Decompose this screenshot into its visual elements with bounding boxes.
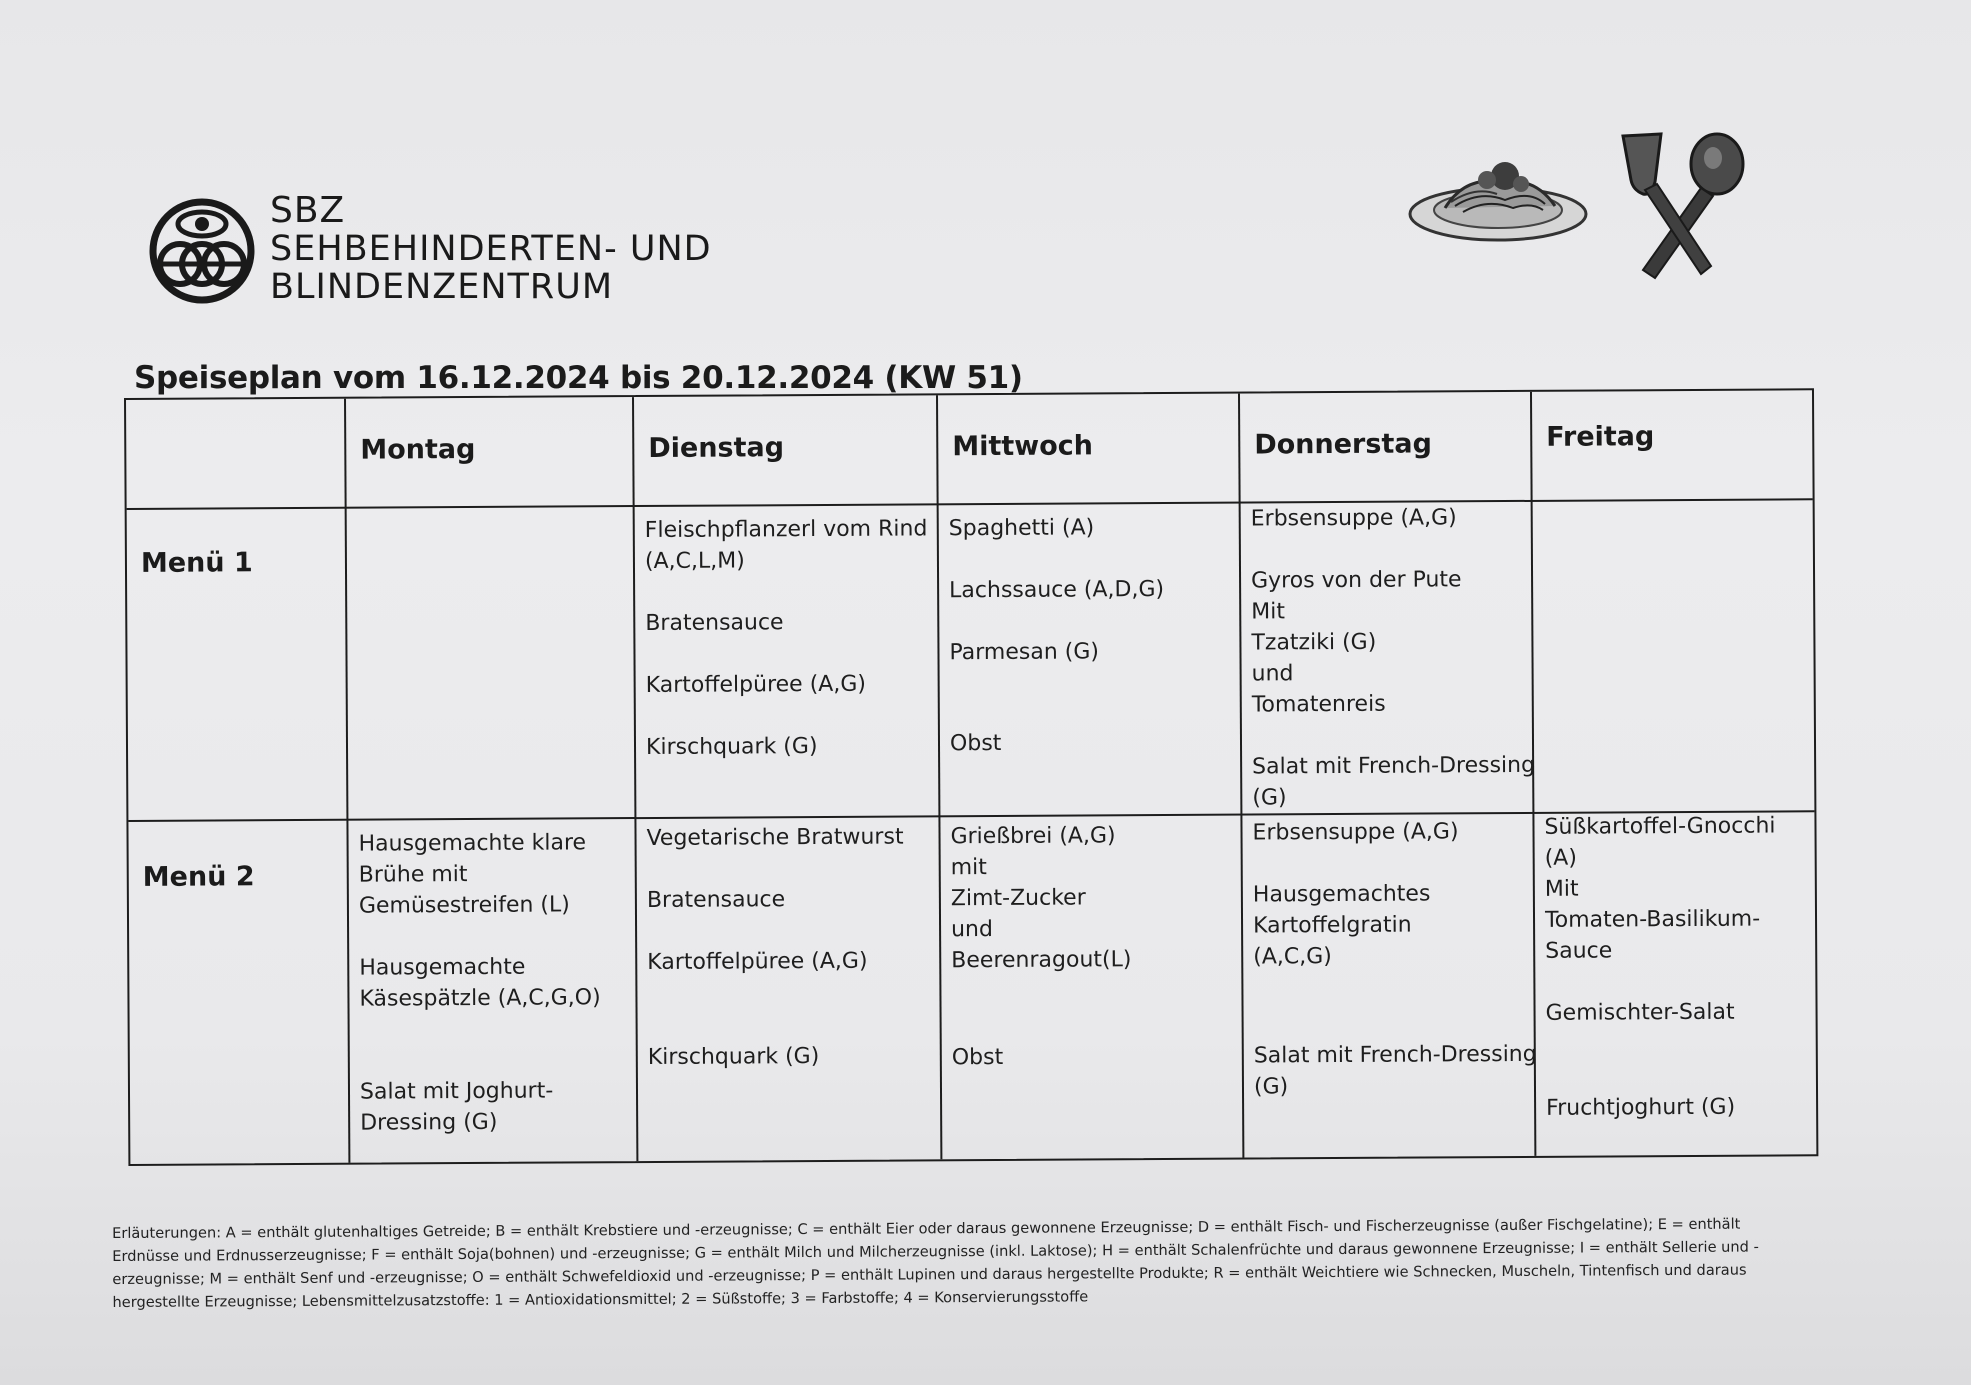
dish-line: (A,C,G) — [1253, 944, 1332, 970]
dish-line: und — [951, 917, 994, 943]
row-label-menu-1: Menü 1 — [140, 547, 253, 579]
dish-line: Vegetarische Bratwurst — [646, 824, 904, 851]
footnote-line: Erdnüsse und Erdnusserzeugnisse; F = enthält Soja(bohnen) und -erzeugnisse; G = enthält Milch und Milcherzeugnisse (inkl. Laktose); H = enthält Schalenfrüchte und daraus gewonnene Erzeugnisse; I = enthält Sellerie und - — [112, 1238, 1759, 1265]
dish-line: Bratensauce — [646, 887, 786, 913]
dish-line: Käsespätzle (A,C,G,O) — [359, 985, 601, 1012]
dish-line: Süßkartoffel-Gnocchi — [1544, 813, 1776, 840]
dish-line: Kartoffelgratin — [1252, 912, 1412, 939]
dish-line: Mit — [1251, 599, 1286, 625]
logo-line-blindenzentrum: BLINDENZENTRUM — [270, 267, 614, 307]
menu-table — [124, 388, 1818, 1166]
footnote-line: hergestellte Erzeugnisse; Lebensmittelzusatzstoffe: 1 = Antioxidationsmittel; 2 = Süßstoffe; 3 = Farbstoffe; 4 = Konservierungsstoffe — [112, 1288, 1089, 1311]
day-header-freitag: Freitag — [1546, 421, 1655, 453]
allergen-footnote — [112, 1212, 1833, 1314]
menu1-dienstag-cell — [633, 503, 939, 817]
menu2-dienstag-cell — [634, 815, 940, 1163]
menu2-mittwoch-cell — [938, 814, 1242, 1162]
dish-line: Kirschquark (G) — [647, 1044, 820, 1070]
dish-line: Tomatenreis — [1251, 691, 1386, 718]
footnote-line: erzeugnisse; M = enthält Senf und -erzeugnisse; O = enthält Schwefeldioxid und -erzeugnisse; P = enthält Lupinen und daraus hergestellte Produkte; R = enthält Weichtiere wie Schnecken, Muscheln, Tintenfisch und daraus — [112, 1261, 1747, 1288]
menu2-donnerstag-cell — [1240, 812, 1537, 1160]
footnote-line: Erläuterungen: A = enthält glutenhaltiges Getreide; B = enthält Krebstiere und -erzeugnisse; C = enthält Eier oder daraus gewonnene Erzeugnisse; D = enthält Fisch- und Fischerzeugnisse (außer Fischgelatine); E = enthält — [112, 1215, 1741, 1242]
dish-line: Salat mit Joghurt- — [359, 1078, 554, 1105]
dish-line: (A,C,L,M) — [644, 548, 745, 575]
dish-line: Fruchtjoghurt (G) — [1546, 1094, 1736, 1121]
menu1-freitag-cell — [1531, 498, 1819, 812]
dish-line: Mit — [1544, 876, 1579, 902]
dish-line: Spaghetti (A) — [948, 515, 1095, 542]
menu1-donnerstag-cell — [1239, 500, 1536, 814]
dish-line: Kirschquark (G) — [645, 734, 818, 760]
dish-line: Brühe mit — [358, 862, 468, 888]
dish-line: Parmesan (G) — [949, 639, 1100, 666]
dish-line: Hausgemachtes — [1252, 881, 1431, 908]
dish-line: Obst — [951, 1044, 1004, 1071]
dish-line: Salat mit French-Dressing — [1253, 1041, 1537, 1069]
dish-line: Beerenragout(L) — [951, 947, 1132, 974]
dish-line: Sauce — [1545, 938, 1613, 964]
menu1-mittwoch-cell — [937, 502, 1241, 816]
dish-line: Lachssauce (A,D,G) — [949, 577, 1165, 604]
day-header-montag: Montag — [360, 433, 476, 466]
wooden-spoon-fork-icon — [1605, 124, 1760, 284]
logo-line-sbz: SBZ — [270, 190, 346, 231]
day-header-dienstag: Dienstag — [648, 432, 785, 464]
dish-line: Tomaten-Basilikum- — [1544, 906, 1761, 933]
dish-line: Gyros von der Pute — [1251, 567, 1462, 594]
dish-line: Dressing (G) — [360, 1109, 498, 1136]
spaghetti-plate-icon — [1405, 146, 1591, 246]
day-header-donnerstag: Donnerstag — [1254, 428, 1432, 461]
dish-line: (A) — [1544, 845, 1577, 871]
dish-line: mit — [950, 855, 987, 881]
dish-line: Tzatziki (G) — [1251, 629, 1377, 656]
dish-line: Zimt-Zucker — [950, 885, 1086, 912]
menu1-montag-cell — [345, 505, 635, 819]
dish-line: Hausgemachte klare — [358, 830, 587, 857]
dish-line: Erbsensuppe (A,G) — [1250, 505, 1457, 532]
menu2-freitag-cell — [1532, 810, 1820, 1158]
page-title: Speiseplan vom 16.12.2024 bis 20.12.2024 (KW 51) — [134, 360, 1023, 396]
logo-line-sehbehinderten: SEHBEHINDERTEN- UND — [270, 229, 712, 269]
dish-line: Erbsensuppe (A,G) — [1252, 819, 1459, 846]
menu2-montag-cell — [346, 817, 636, 1165]
dish-line: Bratensauce — [645, 610, 784, 637]
logo-text — [270, 192, 712, 306]
sbz-eye-logo-icon — [146, 198, 258, 304]
day-header-mittwoch: Mittwoch — [952, 430, 1094, 463]
row-label-menu-2: Menü 2 — [142, 861, 255, 893]
dish-line: Gemischter-Salat — [1545, 999, 1735, 1026]
dish-line: Hausgemachte — [359, 954, 526, 981]
dish-line: Fleischpflanzerl vom Rind — [644, 516, 928, 544]
dish-line: (G) — [1253, 1074, 1289, 1100]
dish-line: und — [1251, 661, 1294, 687]
dish-line: Kartoffelpüree (A,G) — [645, 671, 866, 698]
dish-line: (G) — [1252, 785, 1287, 811]
dish-line: Grießbrei (A,G) — [950, 823, 1116, 850]
dish-line: Obst — [949, 730, 1002, 757]
dish-line: Gemüsestreifen (L) — [358, 892, 570, 919]
dish-line: Salat mit French-Dressing — [1252, 752, 1536, 780]
dish-line: Kartoffelpüree (A,G) — [647, 948, 868, 975]
